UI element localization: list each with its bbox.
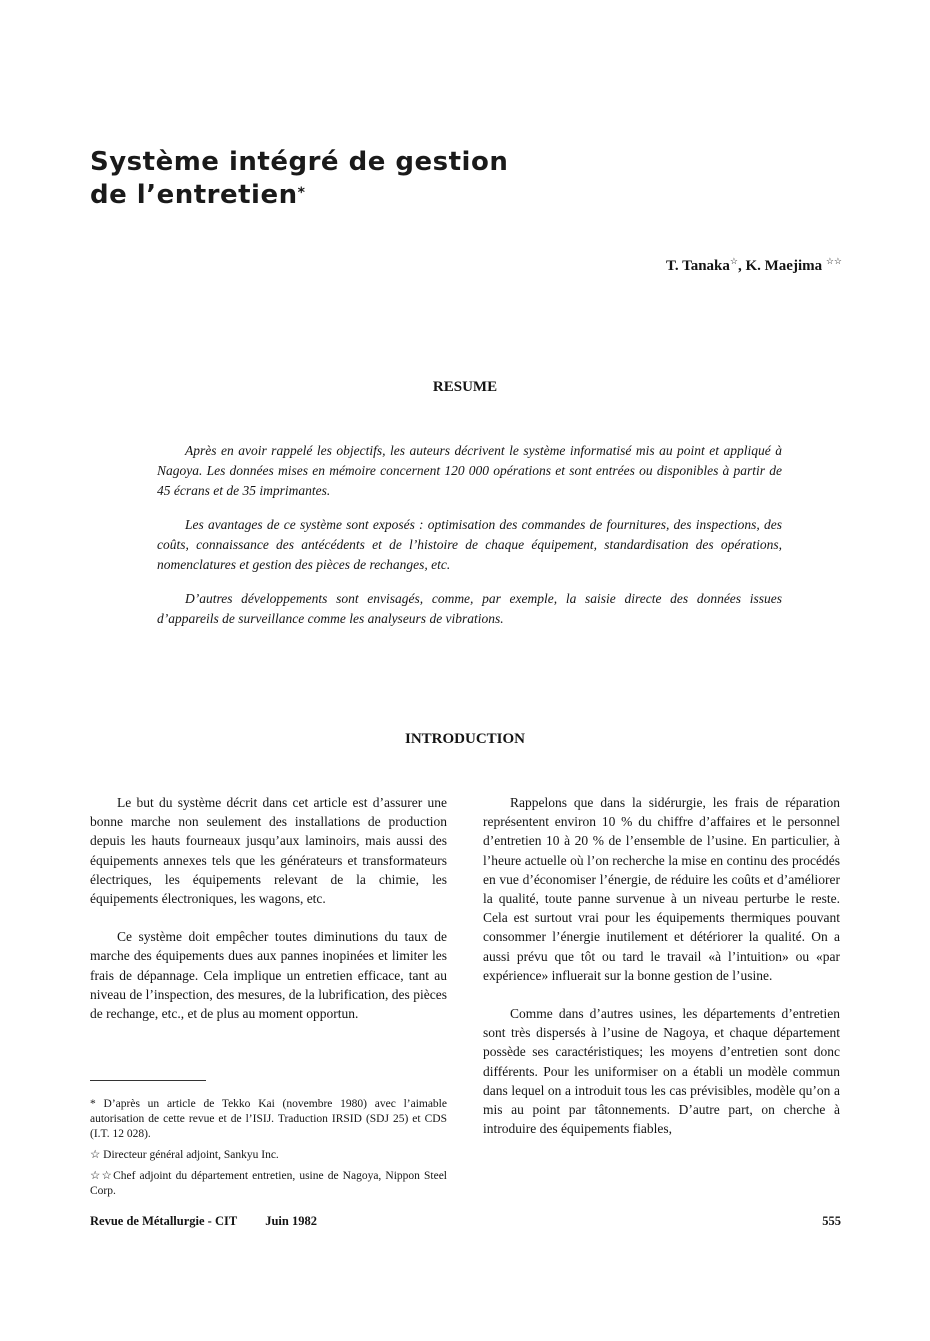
resume-heading: RESUME	[432, 379, 498, 395]
author-line	[666, 256, 842, 275]
footnotes	[90, 1097, 447, 1205]
page-footer	[90, 1214, 317, 1229]
article-title	[90, 146, 508, 212]
author-name-1: T. Tanaka	[665, 258, 730, 274]
footnote-divider	[90, 1080, 206, 1081]
body-paragraph: Comme dans d’autres usines, les départements d’entretien sont très dispersés à l’usine de Nagoya, et chaque département possède ses caractéristiques; les moyens d’entretien sont donc différents. Pour les uniformiser on a établi un modèle commun dans lequel on a introduit tous les cas prévisibles, modèle qu’on a mis au point par tâtonnements. D’autre part, on cherche à introduire des équipements fiables,	[483, 1006, 840, 1137]
body-paragraph: Rappelons que dans la sidérurgie, les frais de réparation représentent environ 10 % du chiffre d’affaires et le personnel d’entretien 10 à 20 % de l’ensemble de l’usine. En particulier, à l’heure actuelle où l’on recherche la mise en continu des procédés en vue d’économiser l’énergie, de réduire les coûts et d’améliorer la qualité, toute panne survenue à un niveau perturbe le reste. Cela est surtout vrai pour les équipements thermiques pouvant consommer l’énergie inutilement et détériorer la qualité. On a aussi prévu que tôt ou tard le travail «à l’intuition» ou «par expérience» influerait sur la bonne gestion de l’usine.	[483, 795, 840, 983]
page-number: 555	[822, 1214, 841, 1228]
introduction-heading: INTRODUCTION	[404, 731, 525, 747]
author-name-2: K. Maejima	[745, 258, 823, 274]
footnote: ☆☆Chef adjoint du département entretien, usine de Nagoya, Nippon Steel Corp.	[90, 1170, 447, 1197]
author-mark-2: ☆☆	[825, 256, 842, 266]
issue-date: Juin 1982	[265, 1214, 317, 1228]
body-paragraph: Ce système doit empêcher toutes diminutions du taux de marche des équipements dues aux pannes inopinées et limiter les frais de dépannage. Cela implique un entretien efficace, tant au niveau de l’inspection, des mesures, de la lubrification, des pièces de rechange, etc., et de plus au moment opportun.	[90, 929, 447, 1022]
left-column	[90, 793, 447, 1042]
journal-name: Revue de Métallurgie - CIT	[90, 1214, 238, 1228]
abstract-paragraph: D’autres développements sont envisagés, comme, par exemple, la saisie directe des données issues d’appareils de surveillance comme les analyseurs de vibrations.	[157, 591, 782, 626]
footnote: * D’après un article de Tekko Kai (novembre 1980) avec l’aimable autorisation de cette revue et de l’ISIJ. Traduction IRSID (SDJ 25) et CDS (I.T. 12 028).	[90, 1098, 447, 1140]
abstract-paragraph: Après en avoir rappelé les objectifs, les auteurs décrivent le système informatisé mis au point et appliqué à Nagoya. Les données mises en mémoire concernent 120 000 opérations et sont entrées ou disponibles à partir de 45 écrans et de 35 imprimantes.	[157, 443, 782, 498]
title-line-2: de l’entretien	[90, 180, 298, 210]
abstract-paragraph: Les avantages de ce système sont exposés : optimisation des commandes de fournitures, des inspections, des coûts, connaissance des antécédents et de l’histoire de chaque équipement, standardisation des opérations, nomenclatures et gestion des pièces de rechanges, etc.	[157, 517, 782, 572]
title-footnote-mark: *	[297, 185, 306, 201]
footnote: ☆ Directeur général adjoint, Sankyu Inc.	[90, 1149, 279, 1161]
abstract	[157, 441, 782, 643]
author-separator: ,	[737, 258, 746, 274]
right-column	[483, 793, 840, 1157]
body-paragraph: Le but du système décrit dans cet article est d’assurer une bonne marche non seulement des installations de production depuis les hauts fourneaux jusqu’aux laminoirs, mais aussi des équipements annexes tels que les générateurs et transformateurs électriques, les équipements relevant de la chimie, les équipements électroniques, les wagons, etc.	[90, 795, 447, 907]
author-mark-1: ☆	[729, 256, 738, 266]
title-line-1: Système intégré de gestion	[90, 147, 509, 177]
